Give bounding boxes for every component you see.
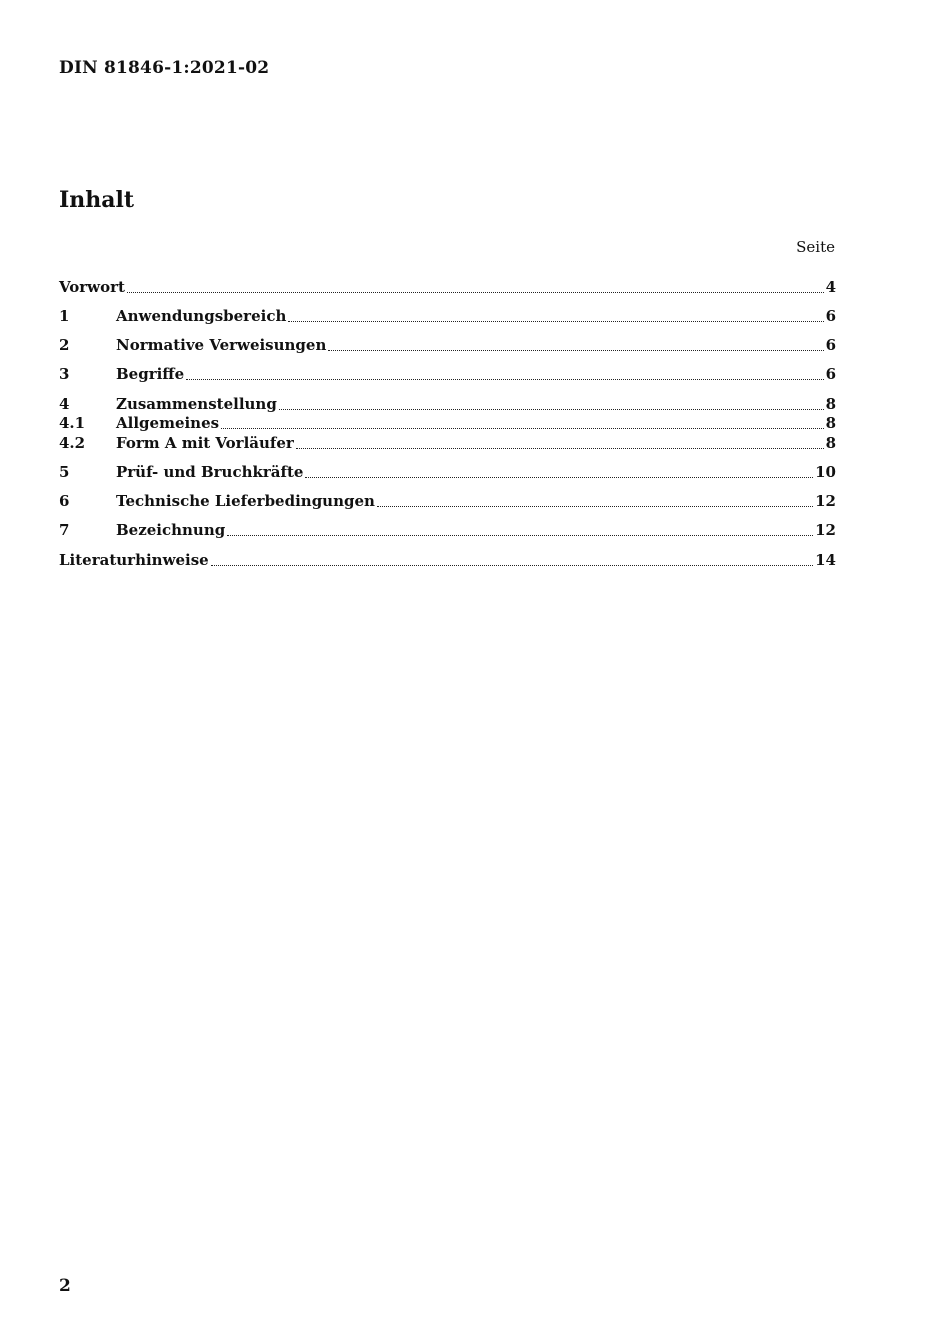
toc-entry-label: Technische Lieferbedingungen: [116, 492, 375, 510]
toc-entry-number: 5: [59, 463, 70, 481]
toc-leader-dots: [296, 448, 824, 449]
toc-entry-number: 4.1: [59, 414, 86, 432]
toc-entry-page: 8: [825, 414, 836, 432]
toc-entry-label: Anwendungsbereich: [116, 307, 287, 325]
toc-entry-label: Prüf- und Bruchkräfte: [116, 463, 304, 481]
toc-entry-4[interactable]: [59, 395, 836, 415]
toc-entry-vorwort[interactable]: [59, 278, 836, 298]
toc-entry-label: Literaturhinweise: [59, 551, 209, 569]
toc-entry-1[interactable]: [59, 307, 836, 327]
toc-entry-page: 14: [815, 551, 836, 569]
toc-entry-number: 7: [59, 521, 70, 539]
document-id: DIN 81846-1:2021-02: [59, 58, 270, 78]
toc-leader-dots: [186, 379, 823, 380]
toc-entry-number: 6: [59, 492, 70, 510]
toc-entry-page: 6: [825, 365, 836, 383]
table-of-contents: [59, 0, 836, 600]
toc-leader-dots: [227, 535, 813, 536]
toc-entry-5[interactable]: [59, 463, 836, 483]
toc-entry-page: 8: [825, 395, 836, 413]
toc-leader-dots: [377, 506, 813, 507]
toc-entry-label: Begriffe: [116, 365, 185, 383]
toc-entry-label: Normative Verweisungen: [116, 336, 327, 354]
toc-entry-6[interactable]: [59, 492, 836, 512]
toc-entry-page: 12: [815, 492, 836, 510]
toc-title: Inhalt: [59, 187, 135, 213]
toc-entry-literaturhinweise[interactable]: [59, 551, 836, 571]
toc-entry-4-2[interactable]: [59, 434, 836, 454]
toc-entry-4-1[interactable]: [59, 414, 836, 434]
toc-entry-page: 6: [825, 336, 836, 354]
toc-leader-dots: [305, 477, 813, 478]
toc-entry-3[interactable]: [59, 365, 836, 385]
page-number: 2: [59, 1276, 71, 1296]
toc-entry-page: 8: [825, 434, 836, 452]
toc-leader-dots: [279, 409, 824, 410]
toc-entry-2[interactable]: [59, 336, 836, 356]
page-column-label: Seite: [796, 238, 835, 256]
toc-leader-dots: [127, 292, 824, 293]
toc-entry-label: Bezeichnung: [116, 521, 226, 539]
toc-entry-page: 4: [825, 278, 836, 296]
toc-entry-7[interactable]: [59, 521, 836, 541]
toc-entry-number: 4: [59, 395, 70, 413]
toc-entry-number: 1: [59, 307, 70, 325]
toc-entry-number: 2: [59, 336, 70, 354]
toc-entry-page: 6: [825, 307, 836, 325]
toc-entry-page: 12: [815, 521, 836, 539]
toc-entry-number: 4.2: [59, 434, 86, 452]
toc-entry-label: Allgemeines: [116, 414, 220, 432]
toc-entry-label: Form A mit Vorläufer: [116, 434, 294, 452]
toc-entry-page: 10: [815, 463, 836, 481]
toc-leader-dots: [221, 428, 823, 429]
toc-leader-dots: [288, 321, 823, 322]
toc-leader-dots: [211, 565, 813, 566]
toc-entry-number: 3: [59, 365, 70, 383]
toc-entry-label: Zusammenstellung: [116, 395, 277, 413]
toc-entry-label: Vorwort: [59, 278, 125, 296]
toc-leader-dots: [328, 350, 823, 351]
